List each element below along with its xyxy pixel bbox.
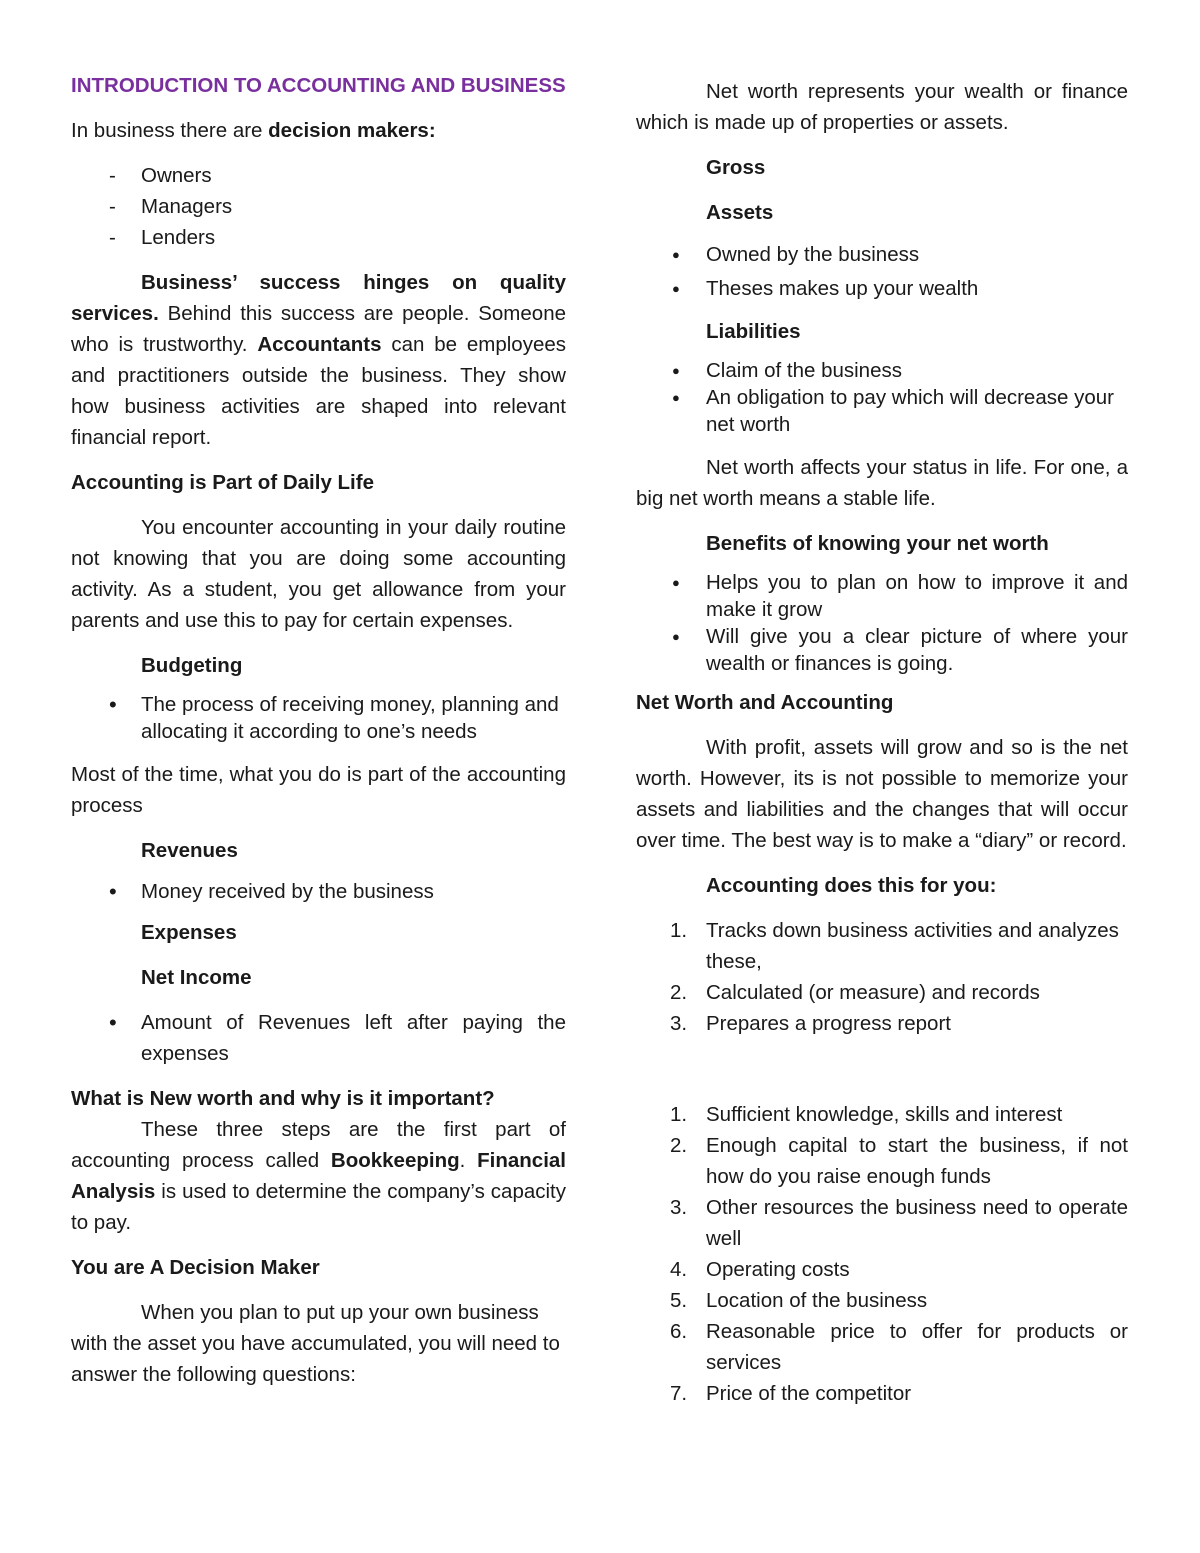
net-worth-accounting-heading: Net Worth and Accounting (636, 691, 894, 714)
status-paragraph: Net worth affects your status in life. For one, a big net worth means a stable life. (636, 456, 1128, 510)
list-item: - Managers (71, 191, 566, 222)
list-item: • The process of receiving money, planning and allocating it according to one’s needs (71, 691, 566, 745)
gross-heading: Gross (706, 156, 766, 179)
list-item: • Money received by the business (71, 876, 566, 907)
accounting-does-heading: Accounting does this for you: (706, 874, 997, 897)
revenues-heading: Revenues (141, 839, 238, 862)
decision-maker-heading: You are A Decision Maker (71, 1256, 320, 1279)
right-column (636, 76, 1128, 1409)
success-paragraph: Business’ success hinges on quality services. Behind this success are people. Someone who is trustworthy. Accountants can be employees and practitioners outside the business. They show how business activities are shaped into relevant financial report. (71, 271, 566, 449)
most-of-time-paragraph: Most of the time, what you do is part of the accounting process (71, 763, 566, 817)
decision-maker-paragraph: When you plan to put up your own business with the asset you have accumulated, you will need to answer the following questions: (71, 1301, 560, 1386)
liabilities-list (636, 357, 1128, 438)
spacer (636, 1039, 1128, 1099)
list-item: 2. Enough capital to start the business, if not how do you raise enough funds (670, 1134, 1128, 1188)
net-worth-paragraph: Net worth represents your wealth or finance which is made up of properties or assets. (636, 80, 1128, 134)
list-item: ● Owned by the business (636, 238, 1128, 272)
net-worth-accounting-paragraph: With profit, assets will grow and so is the net worth. However, its is not possible to memorize your assets and liabilities and the changes that will occur over time. The best way is to make a “diary” or record. (636, 736, 1128, 852)
business-questions-list (636, 1099, 1128, 1409)
assets-heading: Assets (706, 201, 774, 224)
list-item: • Amount of Revenues left after paying the expenses (71, 1007, 566, 1069)
list-item: 5. Location of the business (670, 1289, 928, 1312)
net-income-heading: Net Income (141, 966, 252, 989)
net-income-list (71, 1007, 566, 1069)
bookkeeping-paragraph: These three steps are the first part of accounting process called Bookkeeping. Financial Analysis is used to determine the company’s capacity to pay. (71, 1118, 566, 1234)
benefits-list (636, 569, 1128, 677)
list-item: 4. Operating costs (670, 1258, 850, 1281)
list-item: ● Helps you to plan on how to improve it and make it grow (636, 569, 1128, 623)
budgeting-list (71, 691, 566, 745)
decision-makers-intro: In business there are decision makers: (71, 119, 436, 142)
list-item: 1. Tracks down business activities and analyzes these, (670, 919, 1119, 973)
list-item: 3. Prepares a progress report (670, 1012, 951, 1035)
daily-life-heading: Accounting is Part of Daily Life (71, 471, 374, 494)
list-item: ● Claim of the business (636, 357, 1128, 384)
daily-life-paragraph: You encounter accounting in your daily routine not knowing that you are doing some accounting activity. As a student, you get allowance from your parents and use this to pay for certain expenses. (71, 516, 566, 632)
revenues-list (71, 876, 566, 907)
page-title: INTRODUCTION TO ACCOUNTING AND BUSINESS (71, 74, 566, 97)
budgeting-heading: Budgeting (141, 654, 243, 677)
accounting-does-list (636, 915, 1128, 1039)
list-item: 1. Sufficient knowledge, skills and interest (670, 1103, 1063, 1126)
list-item: ● An obligation to pay which will decrease your net worth (636, 384, 1128, 438)
list-item: ● Will give you a clear picture of where your wealth or finances is going. (636, 623, 1128, 677)
list-item: ● Theses makes up your wealth (636, 272, 1128, 306)
new-worth-heading: What is New worth and why is it important? (71, 1087, 495, 1110)
list-item: 7. Price of the competitor (670, 1382, 912, 1405)
list-item: - Owners (71, 160, 566, 191)
expenses-heading: Expenses (141, 921, 237, 944)
liabilities-heading: Liabilities (706, 320, 801, 343)
list-item: 6. Reasonable price to offer for products or services (670, 1320, 1128, 1374)
assets-list (636, 238, 1128, 306)
list-item: - Lenders (71, 222, 566, 253)
left-column (71, 70, 566, 1390)
benefits-heading: Benefits of knowing your net worth (706, 532, 1049, 555)
list-item: 3. Other resources the business need to operate well (670, 1196, 1128, 1250)
decision-makers-list (71, 160, 566, 253)
list-item: 2. Calculated (or measure) and records (670, 981, 1040, 1004)
